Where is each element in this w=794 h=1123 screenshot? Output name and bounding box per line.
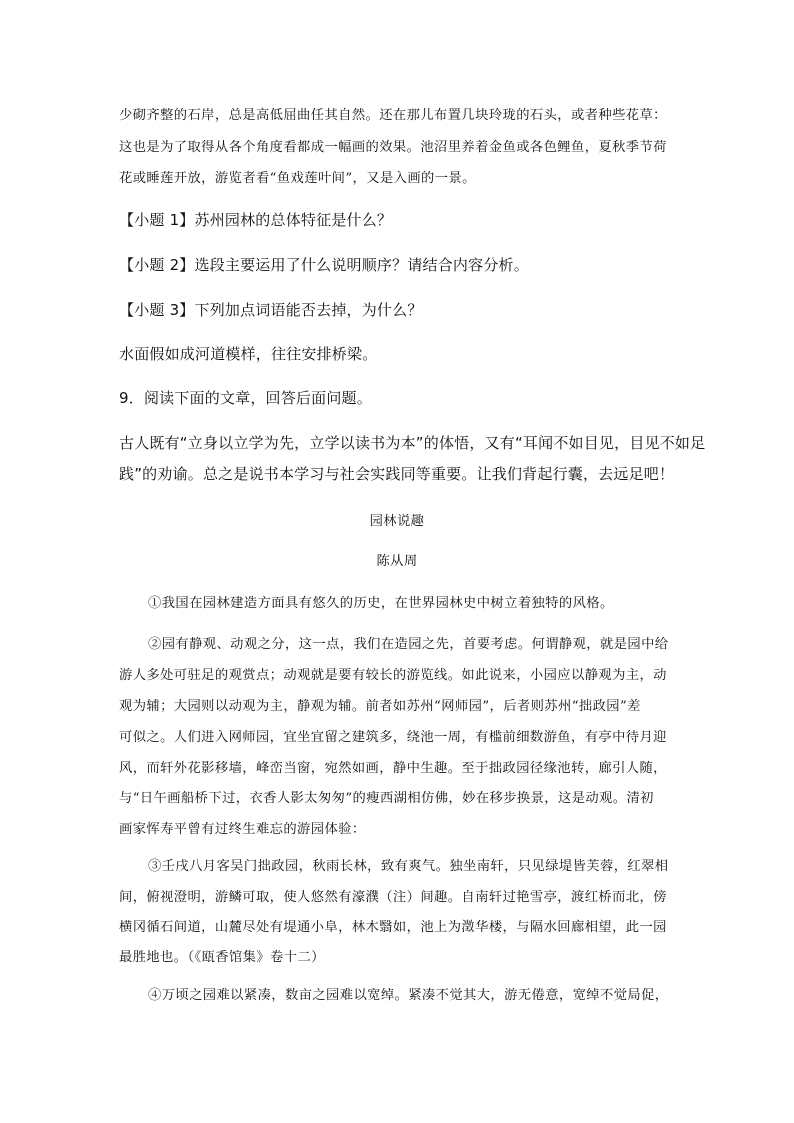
article-title: 园林说趣: [369, 514, 425, 529]
paragraph-2-line: 观为辅；大园则以动观为主，静观为辅。前者如苏州“网师园”，后者则苏州“拙政园”差: [119, 699, 641, 714]
question-2: 【小题 2】选段主要运用了什么说明顺序？请结合内容分析。: [119, 256, 529, 274]
question-9-prompt: 9．阅读下面的文章，回答后面问题。: [119, 389, 372, 407]
paragraph-3-line: ③壬戌八月客吴门拙政园，秋雨长林，致有爽气。独坐南轩，只见绿堤皆芙蓉，红翠相: [148, 859, 669, 874]
paragraph-2-line: 风，而轩外花影移墙，峰峦当窗，宛然如画，静中生趣。至于拙政园径缘池转，廊引人随，: [119, 761, 667, 776]
paragraph-3-line: 横冈循石间道，山麓尽处有堤通小阜，林木翳如，池上为澂华楼，与隔水回廊相望，此一园: [119, 920, 667, 935]
paragraph-3-line: 间，俯视澄明，游鳞可取，使人悠然有濠濮（注）间趣。自南轩过艳雪亭，渡红桥而北，傍: [119, 890, 667, 905]
question-3: 【小题 3】下列加点词语能否去掉，为什么？: [119, 301, 423, 319]
paragraph-2-line: 画家恽寿平曾有过终生难忘的游园体验：: [119, 822, 366, 837]
paragraph-2-line: ②园有静观、动观之分，这一点，我们在造园之先，首要考虑。何谓静观，就是园中给: [148, 637, 669, 652]
question-1: 【小题 1】苏州园林的总体特征是什么？: [119, 211, 393, 229]
question-3-sentence: 水面假如成河道模样，往往安排桥梁。: [119, 345, 378, 363]
paragraph-4-line: ④万顷之园难以紧凑，数亩之园难以宽绰。紧凑不觉其大，游无倦意，宽绰不觉局促，: [148, 988, 669, 1003]
paragraph-2-line: 游人多处可驻足的观赏点；动观就是要有较长的游览线。如此说来，小园应以静观为主，动: [119, 668, 667, 683]
paragraph-3-line: 最胜地也。（《瓯香馆集》卷十二）: [119, 950, 325, 965]
paragraph-2-line: 可似之。人们进入网师园，宜坐宜留之建筑多，绕池一周，有槛前细数游鱼，有亭中待月迎: [119, 730, 667, 745]
passage-line: 花或睡莲开放，游览者看“鱼戏莲叶间”，又是入画的一景。: [119, 171, 476, 186]
passage-line: 少砌齐整的石岸，总是高低屈曲任其自然。还在那儿布置几块玲珑的石头，或者种些花草：: [119, 108, 667, 123]
question-9-intro: 践”的劝谕。总之是说书本学习与社会实践同等重要。让我们背起行囊，去远足吧！: [119, 465, 675, 483]
paragraph-1-line: ①我国在园林建造方面具有悠久的历史，在世界园林史中树立着独特的风格。: [148, 596, 614, 611]
paragraph-2-line: 与“日午画船桥下过，衣香人影太匆匆”的瘦西湖相仿佛，妙在移步换景，这是动观。清初: [119, 791, 654, 806]
article-author: 陈从周: [376, 554, 418, 569]
passage-line: 这也是为了取得从各个角度看都成一幅画的效果。池沼里养着金鱼或各色鲤鱼，夏秋季节荷: [119, 140, 667, 155]
question-9-intro: 古人既有“立身以立学为先，立学以读书为本”的体悟，又有“耳闻不如目见，目见不如足: [119, 434, 706, 452]
